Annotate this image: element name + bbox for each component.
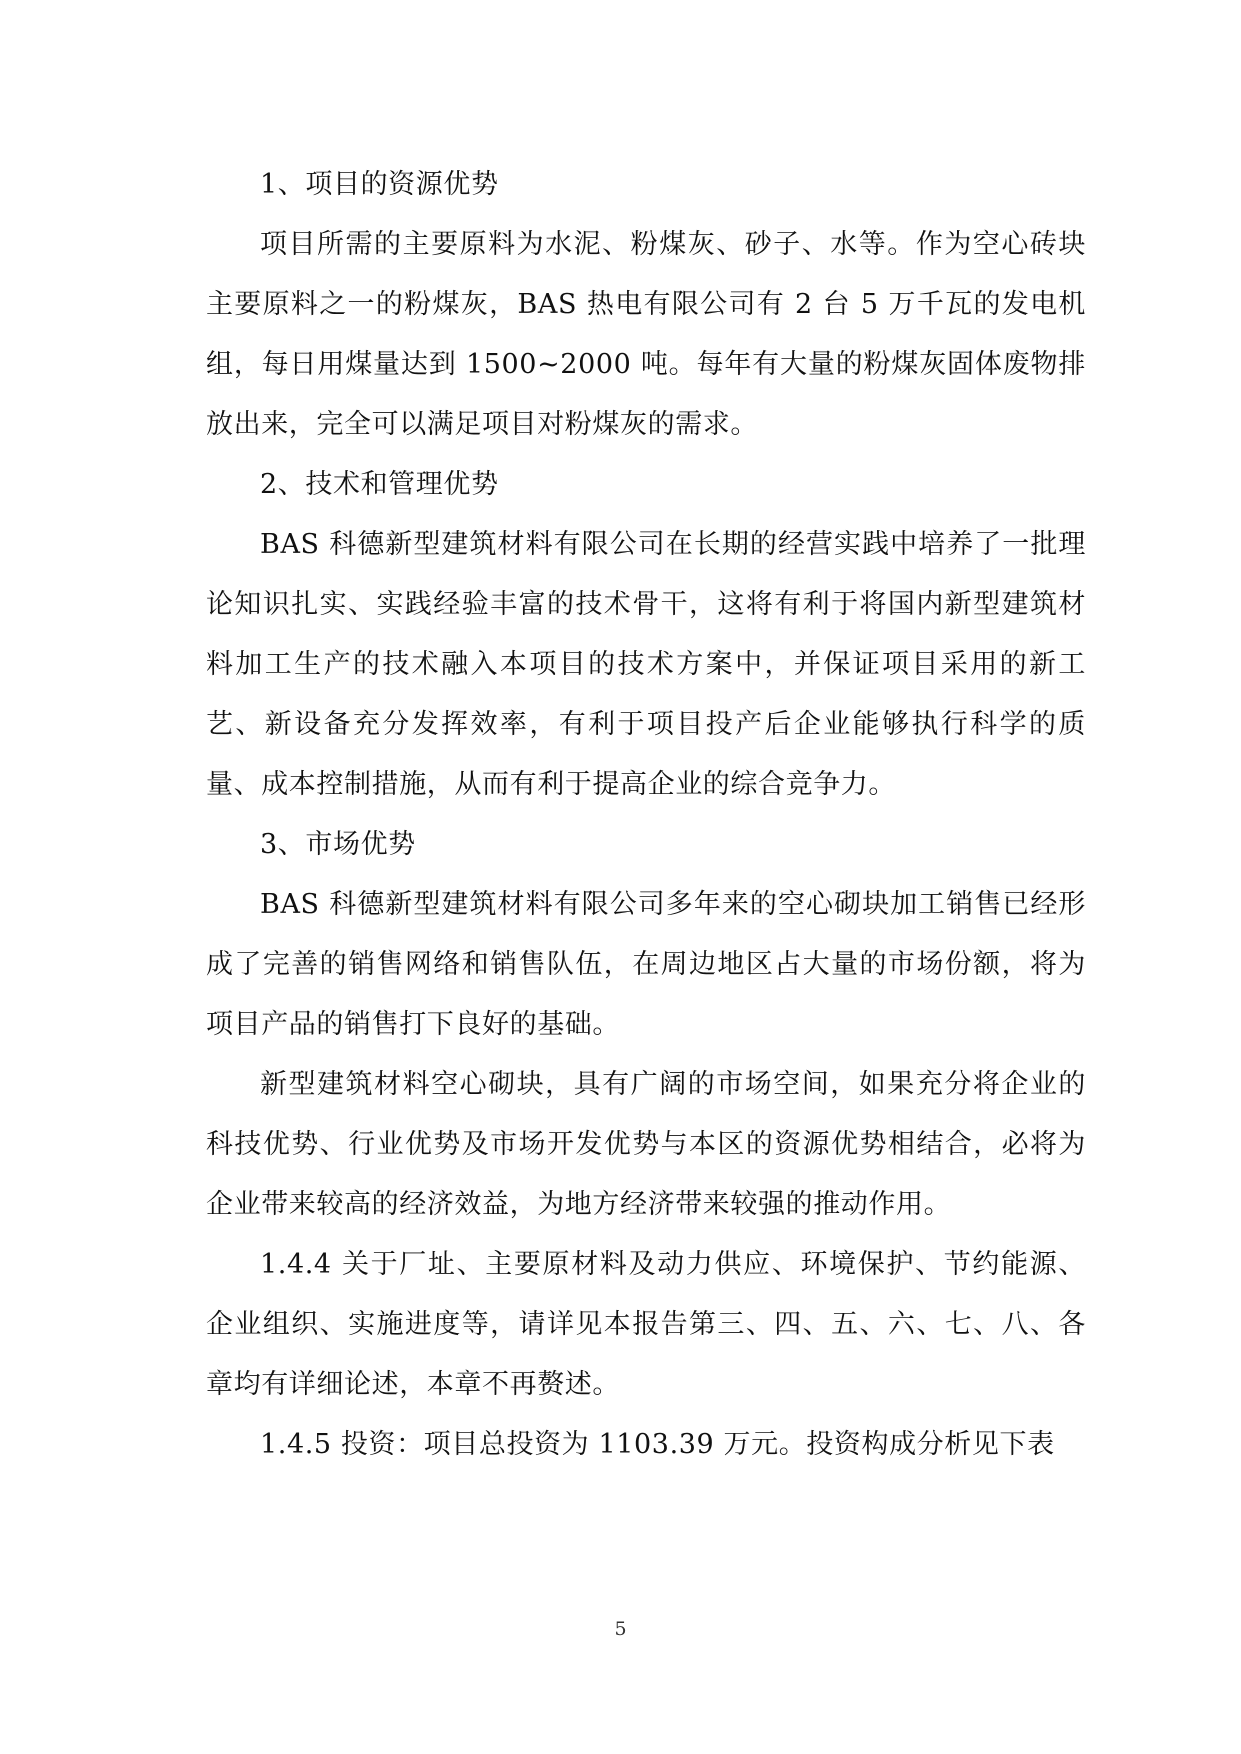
heading-market-advantage: 3、市场优势: [260, 829, 416, 860]
paragraph-section-1-4-4: 1.4.4 关于厂址、主要原材料及动力供应、环境保护、节约能源、企业组织、实施进度等，请详见本报告第三、四、五、六、七、八、各章均有详细论述，本章不再赘述。: [206, 1249, 1086, 1400]
heading-tech-management-advantage: 2、技术和管理优势: [260, 469, 499, 500]
heading-resource-advantage: 1、项目的资源优势: [260, 169, 499, 200]
paragraph-market-advantage-1: BAS 科德新型建筑材料有限公司多年来的空心砌块加工销售已经形成了完善的销售网络和销售队伍，在周边地区占大量的市场份额，将为项目产品的销售打下良好的基础。: [206, 889, 1086, 1040]
document-body: [206, 155, 1086, 1475]
paragraph-resource-advantage: 项目所需的主要原料为水泥、粉煤灰、砂子、水等。作为空心砖块主要原料之一的粉煤灰，BAS 热电有限公司有 2 台 5 万千瓦的发电机组，每日用煤量达到 1500~2000 吨。每年有大量的粉煤灰固体废物排放出来，完全可以满足项目对粉煤灰的需求。: [206, 229, 1086, 440]
page-number: 5: [614, 1618, 627, 1640]
paragraph-tech-management-advantage: BAS 科德新型建筑材料有限公司在长期的经营实践中培养了一批理论知识扎实、实践经验丰富的技术骨干，这将有利于将国内新型建筑材料加工生产的技术融入本项目的技术方案中，并保证项目采用的新工艺、新设备充分发挥效率，有利于项目投产后企业能够执行科学的质量、成本控制措施，从而有利于提高企业的综合竞争力。: [206, 529, 1086, 800]
paragraph-market-advantage-2: 新型建筑材料空心砌块，具有广阔的市场空间，如果充分将企业的科技优势、行业优势及市场开发优势与本区的资源优势相结合，必将为企业带来较高的经济效益，为地方经济带来较强的推动作用。: [206, 1069, 1086, 1220]
paragraph-section-1-4-5: 1.4.5 投资：项目总投资为 1103.39 万元。投资构成分析见下表: [260, 1429, 1055, 1460]
